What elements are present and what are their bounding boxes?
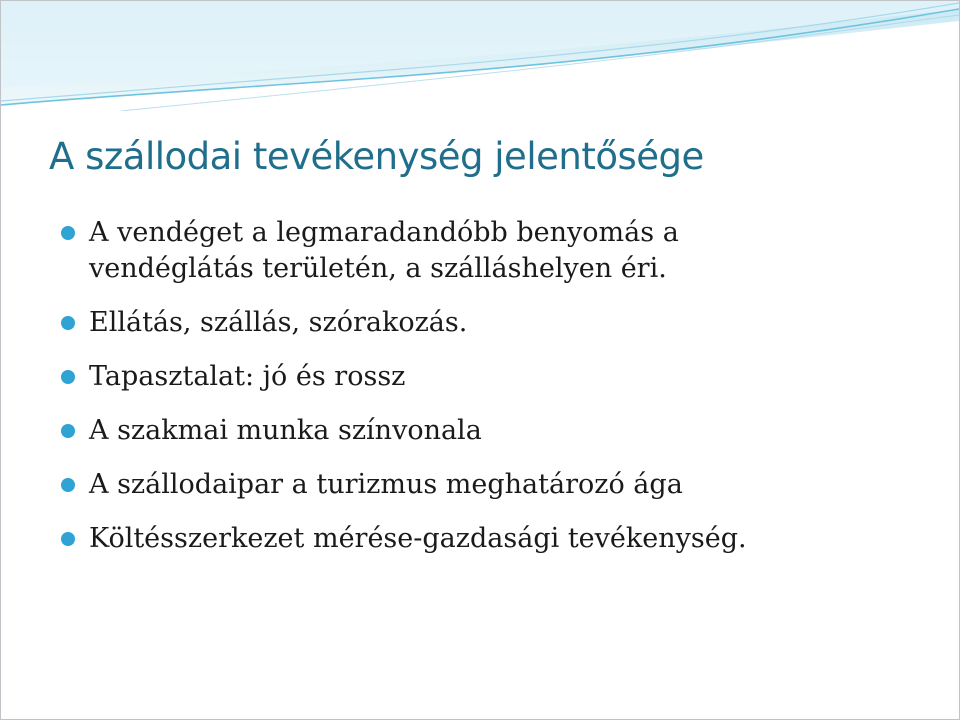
bullet-item: [61, 521, 941, 557]
bullet-text: vendéglátás területén, a szálláshelyen éri.: [89, 253, 667, 284]
bullet-text: Költésszerkezet mérése-gazdasági tevékenység.: [89, 523, 747, 554]
bullet-item: [61, 359, 941, 395]
bullet-icon: [61, 424, 75, 438]
bullet-item: [61, 413, 941, 449]
bullet-item: [61, 305, 941, 341]
bullet-list: [61, 215, 941, 575]
bullet-text: Tapasztalat: jó és rossz: [89, 361, 406, 392]
bullet-icon: [61, 316, 75, 330]
bullet-text: A szállodaipar a turizmus meghatározó ága: [89, 469, 683, 500]
bullet-text: A vendéget a legmaradandóbb benyomás a: [89, 217, 679, 248]
bullet-icon: [61, 226, 75, 240]
bullet-item: [61, 215, 941, 287]
bullet-icon: [61, 478, 75, 492]
header-wave-decoration: [1, 1, 959, 111]
bullet-icon: [61, 532, 75, 546]
bullet-text: Ellátás, szállás, szórakozás.: [89, 307, 468, 338]
bullet-text: A szakmai munka színvonala: [89, 415, 482, 446]
bullet-icon: [61, 370, 75, 384]
slide-title: A szállodai tevékenység jelentősége: [49, 135, 704, 178]
bullet-item: [61, 467, 941, 503]
